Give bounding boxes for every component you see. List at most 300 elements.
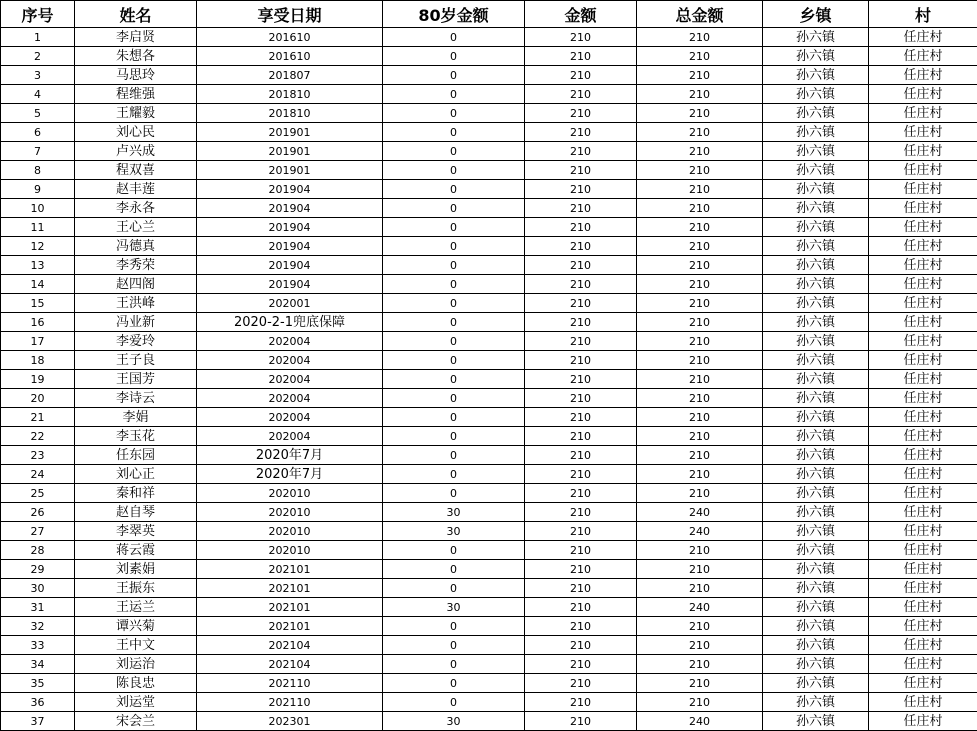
cell-total-amount: 240 xyxy=(637,598,763,617)
cell-index: 1 xyxy=(1,28,75,47)
cell-name: 李爱玲 xyxy=(75,332,197,351)
cell-index: 36 xyxy=(1,693,75,712)
cell-amount: 210 xyxy=(525,617,637,636)
cell-village: 任庄村 xyxy=(869,693,977,712)
table-row xyxy=(1,655,977,674)
cell-township: 孙六镇 xyxy=(763,123,869,142)
cell-age80-amount: 0 xyxy=(383,161,525,180)
cell-age80-amount: 0 xyxy=(383,199,525,218)
cell-total-amount: 210 xyxy=(637,332,763,351)
cell-village: 任庄村 xyxy=(869,28,977,47)
cell-start-date: 201904 xyxy=(197,237,383,256)
cell-village: 任庄村 xyxy=(869,199,977,218)
cell-township: 孙六镇 xyxy=(763,218,869,237)
cell-age80-amount: 0 xyxy=(383,370,525,389)
cell-amount: 210 xyxy=(525,598,637,617)
cell-age80-amount: 0 xyxy=(383,180,525,199)
cell-start-date: 201904 xyxy=(197,218,383,237)
cell-amount: 210 xyxy=(525,465,637,484)
cell-start-date: 202110 xyxy=(197,674,383,693)
cell-start-date: 2020年7月 xyxy=(197,465,383,484)
table-row xyxy=(1,85,977,104)
cell-start-date: 202004 xyxy=(197,408,383,427)
header-start-date: 享受日期 xyxy=(197,1,383,28)
cell-total-amount: 210 xyxy=(637,104,763,123)
cell-total-amount: 210 xyxy=(637,351,763,370)
cell-age80-amount: 0 xyxy=(383,142,525,161)
cell-total-amount: 210 xyxy=(637,560,763,579)
cell-start-date: 202010 xyxy=(197,484,383,503)
cell-index: 5 xyxy=(1,104,75,123)
cell-township: 孙六镇 xyxy=(763,617,869,636)
header-township: 乡镇 xyxy=(763,1,869,28)
cell-township: 孙六镇 xyxy=(763,104,869,123)
cell-name: 刘运堂 xyxy=(75,693,197,712)
cell-age80-amount: 0 xyxy=(383,579,525,598)
cell-amount: 210 xyxy=(525,712,637,731)
cell-index: 35 xyxy=(1,674,75,693)
cell-index: 18 xyxy=(1,351,75,370)
cell-name: 谭兴菊 xyxy=(75,617,197,636)
cell-village: 任庄村 xyxy=(869,313,977,332)
cell-age80-amount: 0 xyxy=(383,408,525,427)
table-row xyxy=(1,104,977,123)
cell-name: 卢兴成 xyxy=(75,142,197,161)
cell-age80-amount: 0 xyxy=(383,313,525,332)
cell-index: 37 xyxy=(1,712,75,731)
cell-age80-amount: 0 xyxy=(383,351,525,370)
cell-village: 任庄村 xyxy=(869,465,977,484)
cell-amount: 210 xyxy=(525,218,637,237)
cell-amount: 210 xyxy=(525,161,637,180)
table-row xyxy=(1,427,977,446)
cell-start-date: 202104 xyxy=(197,636,383,655)
cell-start-date: 201807 xyxy=(197,66,383,85)
cell-township: 孙六镇 xyxy=(763,446,869,465)
cell-village: 任庄村 xyxy=(869,522,977,541)
cell-village: 任庄村 xyxy=(869,104,977,123)
cell-age80-amount: 30 xyxy=(383,522,525,541)
cell-village: 任庄村 xyxy=(869,370,977,389)
cell-index: 4 xyxy=(1,85,75,104)
cell-name: 刘素娟 xyxy=(75,560,197,579)
cell-name: 李翠英 xyxy=(75,522,197,541)
cell-village: 任庄村 xyxy=(869,237,977,256)
cell-index: 2 xyxy=(1,47,75,66)
cell-village: 任庄村 xyxy=(869,484,977,503)
header-name: 姓名 xyxy=(75,1,197,28)
cell-start-date: 201901 xyxy=(197,123,383,142)
cell-township: 孙六镇 xyxy=(763,636,869,655)
cell-age80-amount: 0 xyxy=(383,560,525,579)
cell-total-amount: 210 xyxy=(637,408,763,427)
cell-total-amount: 210 xyxy=(637,484,763,503)
cell-name: 程双喜 xyxy=(75,161,197,180)
cell-age80-amount: 0 xyxy=(383,446,525,465)
table-row xyxy=(1,218,977,237)
cell-township: 孙六镇 xyxy=(763,408,869,427)
cell-index: 10 xyxy=(1,199,75,218)
cell-start-date: 202101 xyxy=(197,598,383,617)
cell-township: 孙六镇 xyxy=(763,85,869,104)
cell-name: 李启贤 xyxy=(75,28,197,47)
cell-village: 任庄村 xyxy=(869,598,977,617)
cell-amount: 210 xyxy=(525,199,637,218)
cell-amount: 210 xyxy=(525,351,637,370)
table-row xyxy=(1,484,977,503)
cell-village: 任庄村 xyxy=(869,712,977,731)
table-row xyxy=(1,598,977,617)
cell-township: 孙六镇 xyxy=(763,522,869,541)
cell-village: 任庄村 xyxy=(869,180,977,199)
cell-age80-amount: 0 xyxy=(383,541,525,560)
cell-age80-amount: 30 xyxy=(383,503,525,522)
cell-amount: 210 xyxy=(525,256,637,275)
cell-age80-amount: 0 xyxy=(383,85,525,104)
cell-village: 任庄村 xyxy=(869,674,977,693)
cell-index: 12 xyxy=(1,237,75,256)
cell-name: 秦和祥 xyxy=(75,484,197,503)
cell-start-date: 201901 xyxy=(197,142,383,161)
table-row xyxy=(1,142,977,161)
cell-name: 李娟 xyxy=(75,408,197,427)
cell-township: 孙六镇 xyxy=(763,712,869,731)
cell-start-date: 201904 xyxy=(197,256,383,275)
cell-start-date: 201904 xyxy=(197,199,383,218)
table-row xyxy=(1,180,977,199)
cell-village: 任庄村 xyxy=(869,218,977,237)
table-row xyxy=(1,465,977,484)
cell-village: 任庄村 xyxy=(869,617,977,636)
cell-start-date: 201610 xyxy=(197,47,383,66)
table-row xyxy=(1,256,977,275)
cell-township: 孙六镇 xyxy=(763,389,869,408)
cell-index: 11 xyxy=(1,218,75,237)
cell-index: 25 xyxy=(1,484,75,503)
cell-village: 任庄村 xyxy=(869,636,977,655)
cell-start-date: 201810 xyxy=(197,104,383,123)
cell-total-amount: 210 xyxy=(637,541,763,560)
cell-amount: 210 xyxy=(525,636,637,655)
table-row xyxy=(1,161,977,180)
cell-age80-amount: 0 xyxy=(383,427,525,446)
table-row xyxy=(1,579,977,598)
cell-total-amount: 240 xyxy=(637,522,763,541)
table-row xyxy=(1,693,977,712)
cell-age80-amount: 0 xyxy=(383,674,525,693)
cell-name: 赵丰莲 xyxy=(75,180,197,199)
cell-total-amount: 210 xyxy=(637,370,763,389)
cell-total-amount: 240 xyxy=(637,503,763,522)
cell-start-date: 202004 xyxy=(197,351,383,370)
cell-amount: 210 xyxy=(525,85,637,104)
cell-index: 13 xyxy=(1,256,75,275)
cell-name: 李秀荣 xyxy=(75,256,197,275)
cell-amount: 210 xyxy=(525,522,637,541)
cell-township: 孙六镇 xyxy=(763,503,869,522)
cell-village: 任庄村 xyxy=(869,66,977,85)
cell-age80-amount: 0 xyxy=(383,237,525,256)
cell-total-amount: 210 xyxy=(637,693,763,712)
cell-age80-amount: 0 xyxy=(383,636,525,655)
cell-township: 孙六镇 xyxy=(763,484,869,503)
cell-amount: 210 xyxy=(525,389,637,408)
cell-start-date: 201810 xyxy=(197,85,383,104)
cell-age80-amount: 0 xyxy=(383,465,525,484)
table-row xyxy=(1,408,977,427)
cell-index: 24 xyxy=(1,465,75,484)
cell-village: 任庄村 xyxy=(869,47,977,66)
cell-township: 孙六镇 xyxy=(763,199,869,218)
cell-name: 刘心民 xyxy=(75,123,197,142)
cell-total-amount: 210 xyxy=(637,617,763,636)
table-row xyxy=(1,28,977,47)
cell-start-date: 202101 xyxy=(197,560,383,579)
cell-total-amount: 210 xyxy=(637,180,763,199)
cell-start-date: 202004 xyxy=(197,332,383,351)
cell-name: 李永各 xyxy=(75,199,197,218)
cell-age80-amount: 0 xyxy=(383,66,525,85)
cell-start-date: 202110 xyxy=(197,693,383,712)
cell-index: 15 xyxy=(1,294,75,313)
cell-age80-amount: 0 xyxy=(383,28,525,47)
cell-amount: 210 xyxy=(525,294,637,313)
cell-age80-amount: 30 xyxy=(383,598,525,617)
cell-village: 任庄村 xyxy=(869,294,977,313)
cell-name: 王振东 xyxy=(75,579,197,598)
cell-village: 任庄村 xyxy=(869,275,977,294)
cell-index: 29 xyxy=(1,560,75,579)
cell-index: 16 xyxy=(1,313,75,332)
cell-age80-amount: 0 xyxy=(383,275,525,294)
cell-age80-amount: 0 xyxy=(383,218,525,237)
cell-age80-amount: 0 xyxy=(383,294,525,313)
table-row xyxy=(1,332,977,351)
cell-start-date: 202104 xyxy=(197,655,383,674)
cell-amount: 210 xyxy=(525,560,637,579)
cell-township: 孙六镇 xyxy=(763,256,869,275)
cell-total-amount: 210 xyxy=(637,28,763,47)
cell-age80-amount: 0 xyxy=(383,47,525,66)
cell-start-date: 202004 xyxy=(197,370,383,389)
cell-start-date: 201904 xyxy=(197,180,383,199)
cell-total-amount: 210 xyxy=(637,446,763,465)
cell-start-date: 202004 xyxy=(197,427,383,446)
cell-start-date: 201904 xyxy=(197,275,383,294)
cell-township: 孙六镇 xyxy=(763,294,869,313)
cell-index: 22 xyxy=(1,427,75,446)
cell-index: 21 xyxy=(1,408,75,427)
table-row xyxy=(1,560,977,579)
cell-amount: 210 xyxy=(525,313,637,332)
cell-township: 孙六镇 xyxy=(763,579,869,598)
table-row xyxy=(1,66,977,85)
cell-total-amount: 210 xyxy=(637,579,763,598)
header-row xyxy=(1,1,977,28)
cell-amount: 210 xyxy=(525,693,637,712)
cell-township: 孙六镇 xyxy=(763,66,869,85)
cell-index: 17 xyxy=(1,332,75,351)
cell-village: 任庄村 xyxy=(869,541,977,560)
cell-index: 31 xyxy=(1,598,75,617)
table-row xyxy=(1,674,977,693)
cell-total-amount: 210 xyxy=(637,313,763,332)
cell-index: 33 xyxy=(1,636,75,655)
cell-name: 程维强 xyxy=(75,85,197,104)
cell-start-date: 202001 xyxy=(197,294,383,313)
table-row xyxy=(1,522,977,541)
cell-start-date: 202301 xyxy=(197,712,383,731)
cell-name: 李诗云 xyxy=(75,389,197,408)
cell-amount: 210 xyxy=(525,674,637,693)
cell-index: 3 xyxy=(1,66,75,85)
table-row xyxy=(1,351,977,370)
cell-start-date: 202101 xyxy=(197,617,383,636)
cell-index: 27 xyxy=(1,522,75,541)
table-row xyxy=(1,199,977,218)
cell-name: 任东园 xyxy=(75,446,197,465)
header-index: 序号 xyxy=(1,1,75,28)
cell-name: 赵自琴 xyxy=(75,503,197,522)
cell-village: 任庄村 xyxy=(869,503,977,522)
cell-total-amount: 210 xyxy=(637,66,763,85)
cell-total-amount: 210 xyxy=(637,85,763,104)
header-village: 村 xyxy=(869,1,977,28)
cell-total-amount: 210 xyxy=(637,256,763,275)
table-row xyxy=(1,446,977,465)
cell-township: 孙六镇 xyxy=(763,275,869,294)
cell-township: 孙六镇 xyxy=(763,142,869,161)
table-row xyxy=(1,389,977,408)
cell-total-amount: 210 xyxy=(637,161,763,180)
table-row xyxy=(1,636,977,655)
cell-village: 任庄村 xyxy=(869,123,977,142)
cell-age80-amount: 0 xyxy=(383,256,525,275)
cell-index: 30 xyxy=(1,579,75,598)
cell-name: 冯德真 xyxy=(75,237,197,256)
table-row xyxy=(1,370,977,389)
table-row xyxy=(1,617,977,636)
cell-amount: 210 xyxy=(525,370,637,389)
cell-total-amount: 210 xyxy=(637,389,763,408)
cell-township: 孙六镇 xyxy=(763,560,869,579)
cell-total-amount: 210 xyxy=(637,674,763,693)
cell-amount: 210 xyxy=(525,47,637,66)
cell-age80-amount: 0 xyxy=(383,484,525,503)
cell-name: 李玉花 xyxy=(75,427,197,446)
cell-name: 王国芳 xyxy=(75,370,197,389)
cell-start-date: 202004 xyxy=(197,389,383,408)
cell-township: 孙六镇 xyxy=(763,427,869,446)
cell-name: 蒋云霞 xyxy=(75,541,197,560)
cell-township: 孙六镇 xyxy=(763,598,869,617)
cell-township: 孙六镇 xyxy=(763,351,869,370)
cell-township: 孙六镇 xyxy=(763,313,869,332)
cell-village: 任庄村 xyxy=(869,332,977,351)
cell-total-amount: 210 xyxy=(637,218,763,237)
cell-index: 7 xyxy=(1,142,75,161)
cell-name: 王中文 xyxy=(75,636,197,655)
table-row xyxy=(1,313,977,332)
cell-age80-amount: 0 xyxy=(383,123,525,142)
cell-village: 任庄村 xyxy=(869,256,977,275)
cell-name: 王运兰 xyxy=(75,598,197,617)
cell-township: 孙六镇 xyxy=(763,693,869,712)
cell-village: 任庄村 xyxy=(869,446,977,465)
cell-township: 孙六镇 xyxy=(763,655,869,674)
table-row xyxy=(1,294,977,313)
header-total-amount: 总金额 xyxy=(637,1,763,28)
cell-township: 孙六镇 xyxy=(763,332,869,351)
header-amount: 金额 xyxy=(525,1,637,28)
cell-index: 20 xyxy=(1,389,75,408)
cell-name: 宋会兰 xyxy=(75,712,197,731)
cell-index: 8 xyxy=(1,161,75,180)
cell-village: 任庄村 xyxy=(869,351,977,370)
cell-name: 刘运治 xyxy=(75,655,197,674)
cell-age80-amount: 30 xyxy=(383,712,525,731)
cell-village: 任庄村 xyxy=(869,142,977,161)
cell-village: 任庄村 xyxy=(869,408,977,427)
cell-age80-amount: 0 xyxy=(383,104,525,123)
cell-total-amount: 210 xyxy=(637,294,763,313)
table-row xyxy=(1,275,977,294)
cell-start-date: 202010 xyxy=(197,522,383,541)
cell-village: 任庄村 xyxy=(869,161,977,180)
cell-start-date: 201610 xyxy=(197,28,383,47)
cell-index: 6 xyxy=(1,123,75,142)
cell-name: 刘心正 xyxy=(75,465,197,484)
table-row xyxy=(1,712,977,731)
header-age80-amount: 80岁金额 xyxy=(383,1,525,28)
cell-age80-amount: 0 xyxy=(383,332,525,351)
cell-total-amount: 210 xyxy=(637,427,763,446)
cell-amount: 210 xyxy=(525,446,637,465)
table-row xyxy=(1,237,977,256)
cell-amount: 210 xyxy=(525,503,637,522)
cell-township: 孙六镇 xyxy=(763,370,869,389)
cell-index: 32 xyxy=(1,617,75,636)
table-row xyxy=(1,541,977,560)
cell-township: 孙六镇 xyxy=(763,237,869,256)
cell-village: 任庄村 xyxy=(869,655,977,674)
table-row xyxy=(1,123,977,142)
cell-amount: 210 xyxy=(525,541,637,560)
cell-amount: 210 xyxy=(525,408,637,427)
cell-amount: 210 xyxy=(525,104,637,123)
cell-township: 孙六镇 xyxy=(763,161,869,180)
cell-village: 任庄村 xyxy=(869,579,977,598)
cell-amount: 210 xyxy=(525,180,637,199)
table-row xyxy=(1,47,977,66)
cell-name: 王耀毅 xyxy=(75,104,197,123)
cell-index: 19 xyxy=(1,370,75,389)
cell-village: 任庄村 xyxy=(869,560,977,579)
cell-start-date: 202101 xyxy=(197,579,383,598)
cell-name: 王子良 xyxy=(75,351,197,370)
cell-township: 孙六镇 xyxy=(763,28,869,47)
cell-township: 孙六镇 xyxy=(763,465,869,484)
cell-age80-amount: 0 xyxy=(383,617,525,636)
cell-start-date: 202010 xyxy=(197,541,383,560)
cell-name: 王洪峰 xyxy=(75,294,197,313)
cell-total-amount: 210 xyxy=(637,142,763,161)
cell-index: 14 xyxy=(1,275,75,294)
cell-name: 赵四阁 xyxy=(75,275,197,294)
cell-start-date: 2020-2-1兜底保障 xyxy=(197,313,383,332)
cell-age80-amount: 0 xyxy=(383,389,525,408)
cell-township: 孙六镇 xyxy=(763,47,869,66)
